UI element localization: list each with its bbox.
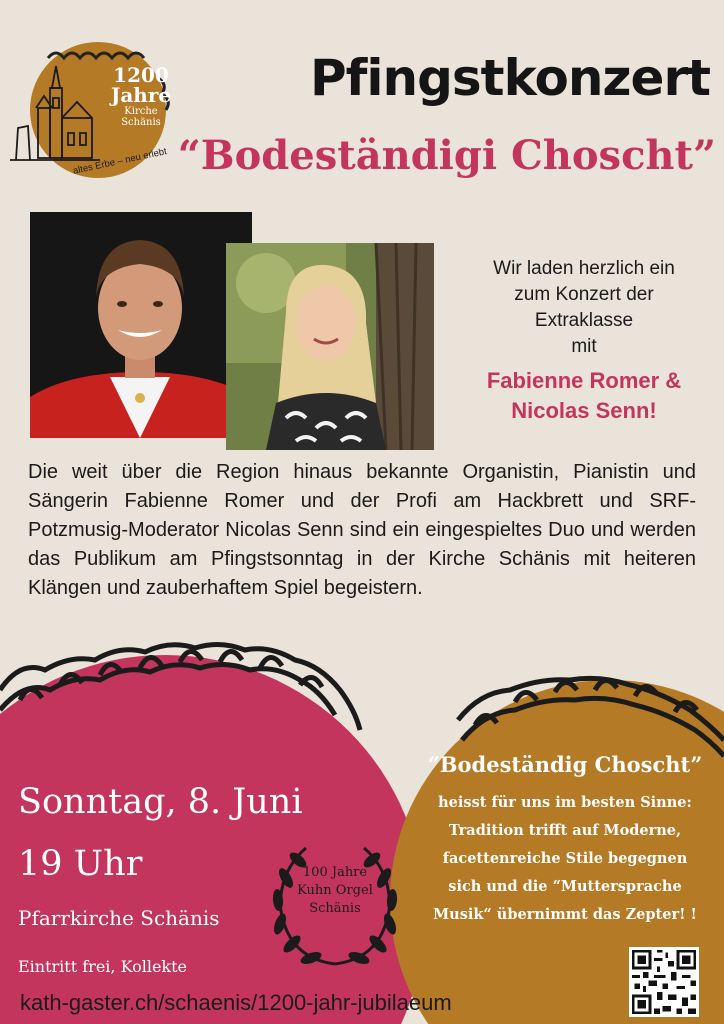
event-url[interactable]: kath-gaster.ch/schaenis/1200-jahr-jubilaeum bbox=[20, 990, 452, 1015]
motto-line-4: sich und die “Muttersprache bbox=[448, 878, 682, 895]
intro-text bbox=[450, 256, 718, 360]
jubilee-logo bbox=[8, 38, 178, 188]
motto-line-3: facettenreiche Stile begegnen bbox=[442, 850, 688, 867]
organ-line-2: Kuhn Orgel bbox=[297, 883, 373, 898]
motto-heading: “Bodeständig Choscht” bbox=[427, 752, 703, 777]
organ-anniversary-badge bbox=[286, 864, 384, 918]
qr-code-icon[interactable] bbox=[629, 947, 699, 1017]
page-title: Pfingstkonzert bbox=[309, 49, 710, 107]
intro-line-3: Extraklasse bbox=[534, 310, 634, 331]
event-time: 19 Uhr bbox=[18, 844, 143, 884]
event-venue: Pfarrkirche Schänis bbox=[18, 906, 220, 930]
logo-tagline: altes Erbe – neu erlebt bbox=[72, 146, 168, 177]
motto-line-1: heisst für uns im besten Sinne: bbox=[438, 794, 692, 811]
concert-description: Die weit über die Region hinaus bekannte Organistin, Pianistin und Sängerin Fabienne Romer und der Profi am Hackbrett und SRF-Potzmusig-Moderator Nicolas Senn sind ein eingespieltes Duo und werden das Publikum am Pfingstsonntag in der Kirche Schänis mit heiteren Klängen und zauberhaftem Spiel begeistern. bbox=[28, 461, 696, 599]
photo-nicolas-senn bbox=[30, 212, 252, 438]
organ-line-1: 100 Jahre bbox=[302, 865, 368, 880]
performer-names bbox=[450, 366, 718, 426]
event-admission: Eintritt frei, Kollekte bbox=[18, 957, 188, 976]
logo-number: 1200 bbox=[113, 63, 169, 87]
photo-fabienne-romer bbox=[226, 243, 434, 450]
organ-line-3: Schänis bbox=[309, 901, 361, 916]
event-date: Sonntag, 8. Juni bbox=[18, 782, 303, 822]
performer-name-2: Nicolas Senn! bbox=[511, 398, 657, 423]
logo-schaenis: Schänis bbox=[121, 117, 161, 128]
intro-line-1: Wir laden herzlich ein bbox=[493, 258, 675, 279]
performer-name-1: Fabienne Romer & bbox=[486, 368, 682, 393]
motto-line-2: Tradition trifft auf Moderne, bbox=[448, 822, 682, 839]
motto-text bbox=[420, 789, 710, 929]
intro-line-2: zum Konzert der bbox=[514, 284, 654, 305]
motto-line-5: Musik“ übernimmt das Zepter! ! bbox=[433, 906, 697, 923]
intro-line-4: mit bbox=[571, 336, 597, 357]
page-subtitle: “Bodeständigi Choscht” bbox=[177, 132, 716, 179]
logo-kirche: Kirche bbox=[124, 106, 158, 117]
logo-jahre: Jahre bbox=[110, 83, 172, 107]
